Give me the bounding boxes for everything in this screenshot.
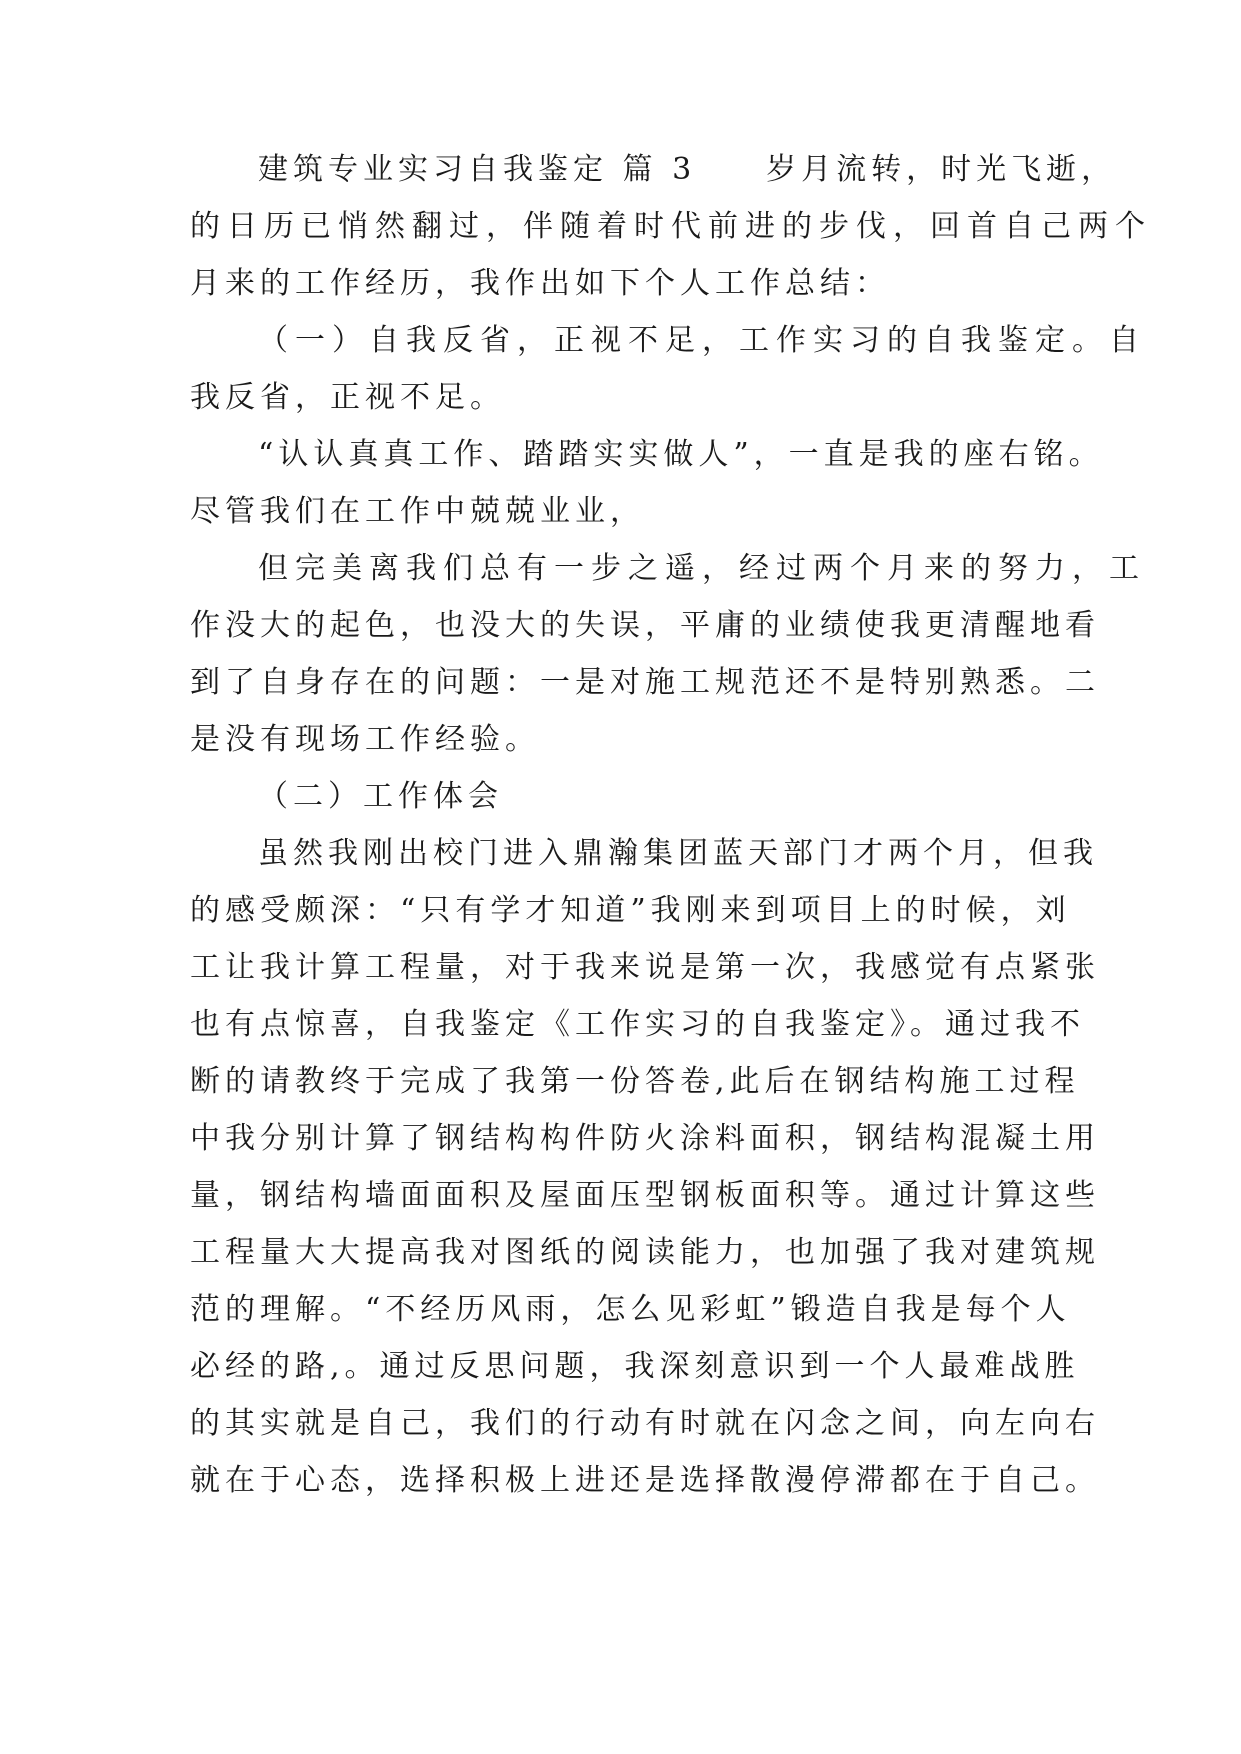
paragraph-line: 中我分别计算了钢结构构件防火涂料面积，钢结构混凝土用 xyxy=(190,1121,1100,1156)
title-line xyxy=(258,150,1117,190)
paragraph-line: 也有点惊喜，自我鉴定《工作实习的自我鉴定》。通过我不 xyxy=(190,1007,1085,1042)
paragraph-line: 到了自身存在的问题：一是对施工规范还不是特别熟悉。二 xyxy=(190,665,1100,700)
paragraph-line: 但完美离我们总有一步之遥，经过两个月来的努力，工 xyxy=(258,551,1146,586)
paragraph-line: 必经的路,。通过反思问题，我深刻意识到一个人最难战胜 xyxy=(190,1349,1080,1384)
paragraph-line: 月来的工作经历，我作出如下个人工作总结： xyxy=(190,266,890,301)
paragraph-line: 是没有现场工作经验。 xyxy=(190,722,540,757)
section-heading-1: （一）自我反省，正视不足，工作实习的自我鉴定。自 xyxy=(258,323,1146,358)
paragraph-line: 的感受颇深：“只有学才知道”我刚来到项目上的时候，刘 xyxy=(190,893,1071,928)
paragraph-line: 的日历已悄然翻过，伴随着时代前进的步伐，回首自己两个 xyxy=(190,209,1152,244)
paragraph-line: 断的请教终于完成了我第一份答卷,此后在钢结构施工过程 xyxy=(190,1064,1080,1099)
paragraph-line: 量，钢结构墙面面积及屋面压型钢板面积等。通过计算这些 xyxy=(190,1178,1100,1213)
paragraph-line: 工程量大大提高我对图纸的阅读能力，也加强了我对建筑规 xyxy=(190,1235,1100,1270)
paragraph-line: 尽管我们在工作中兢兢业业， xyxy=(190,494,645,529)
paragraph-line: 虽然我刚出校门进入鼎瀚集团蓝天部门才两个月，但我 xyxy=(258,836,1098,871)
paragraph-line: 作没大的起色，也没大的失误，平庸的业绩使我更清醒地看 xyxy=(190,608,1100,643)
paragraph-line: 工让我计算工程量，对于我来说是第一次，我感觉有点紧张 xyxy=(190,950,1100,985)
paragraph-text: 岁月流转，时光飞逝， xyxy=(766,152,1117,187)
document-title: 建筑专业实习自我鉴定 篇 3 xyxy=(258,152,697,187)
paragraph-line: 我反省，正视不足。 xyxy=(190,380,505,415)
paragraph-line: 就在于心态，选择积极上进还是选择散漫停滞都在于自己。 xyxy=(190,1463,1100,1498)
paragraph-line: “认认真真工作、踏踏实实做人”，一直是我的座右铭。 xyxy=(258,437,1104,472)
section-heading-2: （二）工作体会 xyxy=(258,779,503,814)
paragraph-line: 的其实就是自己，我们的行动有时就在闪念之间，向左向右 xyxy=(190,1406,1100,1441)
paragraph-line: 范的理解。“不经历风雨，怎么见彩虹”锻造自我是每个人 xyxy=(190,1292,1071,1327)
